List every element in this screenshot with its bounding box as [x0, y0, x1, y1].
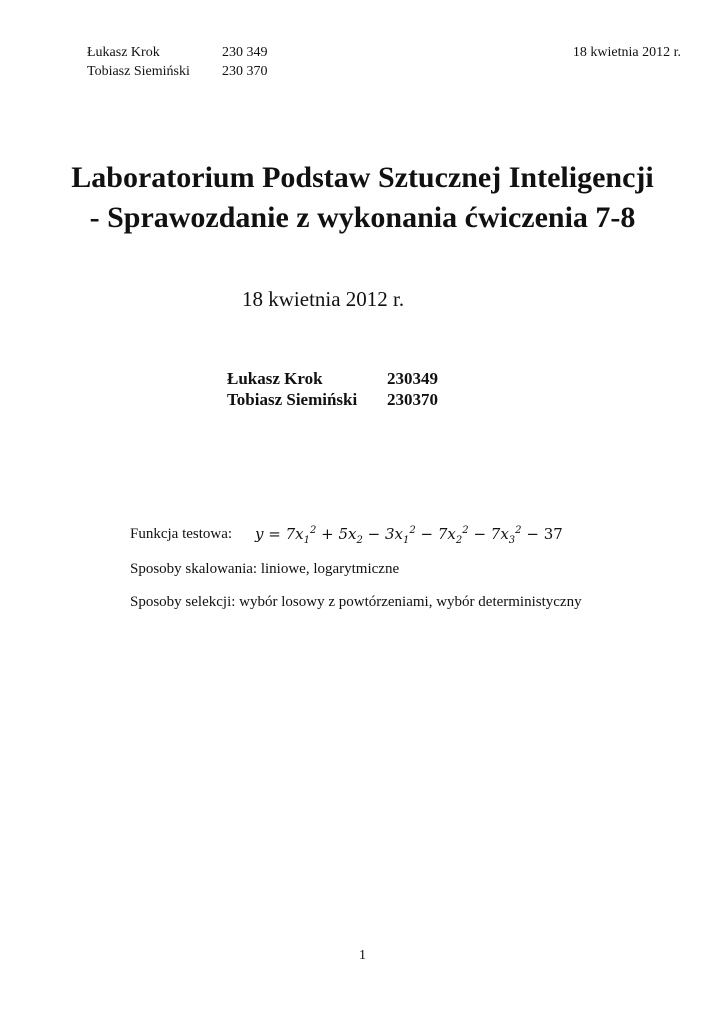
author-1-id: 230349: [387, 369, 438, 388]
function-label: Funkcja testowa:: [130, 526, 233, 542]
title-line-2: - Sprawozdanie z wykonania ćwiczenia 7-8: [89, 201, 636, 234]
title-line-1: Laboratorium Podstaw Sztucznej Inteligencji: [71, 161, 654, 194]
header-date: 18 kwietnia 2012 r.: [572, 45, 681, 60]
header-author2-id: 230 370: [222, 64, 268, 79]
document-title: [0, 158, 725, 238]
header-author1-id: 230 349: [222, 45, 268, 60]
header-author2-name: Tobiasz Siemiński: [87, 64, 190, 79]
author-2-id: 230370: [387, 390, 438, 409]
test-function-formula: $y = 7x_1^2 + 5x_2 - 3x_1^2 - 7x_2^2 - 7x_3^2 - 37$: [255, 525, 563, 546]
author-1-name: Łukasz Krok: [227, 369, 323, 388]
author-2-name: Tobiasz Siemiński: [227, 390, 358, 409]
document-date: 18 kwietnia 2012 r.: [242, 287, 405, 311]
selection-methods: Sposoby selekcji: wybór losowy z powtórzeniami, wybór deterministyczny: [130, 594, 582, 610]
page-number: 1: [359, 948, 366, 963]
scaling-methods: Sposoby skalowania: liniowe, logarytmiczne: [130, 561, 400, 577]
header-author1-name: Łukasz Krok: [87, 45, 160, 60]
